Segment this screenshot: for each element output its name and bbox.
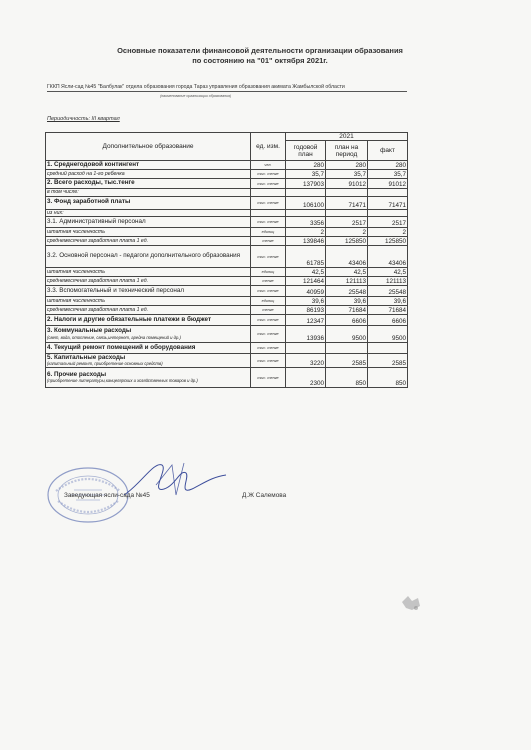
row-label-text: штатная численность [47,268,105,275]
unit-cell: тенге [251,306,286,315]
unit-cell: тыс. тенге [251,315,286,326]
row-label-note: (капитальный ремонт, приобретение основных средств) [47,361,163,367]
row-label [46,326,251,343]
fact-cell: 125850 [368,237,408,246]
row-label [46,297,251,306]
signature-position: Заведующая ясли-сада №45 [64,492,150,499]
col-header-name: Дополнительное образование [46,133,251,161]
fact-cell: 39,6 [368,297,408,306]
col-header-fact: факт [368,141,408,161]
row-label-text: 5. Капитальные расходы [47,353,126,361]
unit-cell [251,189,286,197]
fact-cell: 121113 [368,277,408,286]
fact-cell: 71471 [368,196,408,209]
row-label-text: 3.3. Вспомогательный и технический персонал [47,286,185,294]
periodicity: Периодичность: III квартал [47,116,120,122]
row-label [46,286,251,297]
annual-plan-cell: 106100 [286,196,326,209]
annual-plan-cell [286,189,326,197]
period-plan-cell: 850 [326,368,368,388]
annual-plan-cell: 139846 [286,237,326,246]
period-plan-cell: 121113 [326,277,368,286]
annual-plan-cell [286,343,326,354]
document-title-line1: Основные показатели финансовой деятельности организации образования [117,46,403,55]
unit-cell: единиц [251,297,286,306]
annual-plan-cell: 42,5 [286,268,326,277]
table-row [46,354,408,368]
fact-cell: 42,5 [368,268,408,277]
row-label-text: 3.1. Административный персонал [47,217,146,225]
col-header-period: план на период [326,141,368,161]
table-row [46,286,408,297]
fact-cell: 9500 [368,326,408,343]
signature-name: Д.Ж Салемова [242,492,287,499]
document-title-line2: по состоянию на "01" октября 2021г. [192,56,328,65]
row-label [46,179,251,189]
period-plan-cell [326,209,368,217]
unit-cell: единиц [251,268,286,277]
period-plan-cell: 35,7 [326,170,368,179]
period-plan-cell [326,343,368,354]
period-plan-cell: 39,6 [326,297,368,306]
unit-cell: тыс. тенге [251,196,286,209]
row-label [46,237,251,246]
table-row [46,277,408,286]
row-label [46,277,251,286]
row-label [46,170,251,179]
row-label-text: из них: [47,209,64,216]
row-label [46,343,251,354]
row-label-note: (приобретение литературы,канцелярских и хозяйственных товаров и др.) [47,378,198,384]
table-row [46,237,408,246]
col-header-year: 2021 [286,133,408,141]
fact-cell [368,189,408,197]
annual-plan-cell: 280 [286,161,326,170]
period-plan-cell: 280 [326,161,368,170]
fact-cell [368,343,408,354]
period-plan-cell: 71684 [326,306,368,315]
unit-cell [251,209,286,217]
period-plan-cell: 2 [326,228,368,237]
period-plan-cell: 43406 [326,246,368,268]
organization-name: ГККП Ясли-сад №45 "Балбулак" отдела образования города Тараз управления образования акимата Жамбылской области [47,84,407,92]
unit-cell: тыс. тенге [251,368,286,388]
row-label-text: 2. Налоги и другие обязательные платежи в бюджет [47,315,212,323]
row-label [46,306,251,315]
table-row [46,315,408,326]
table-row [46,228,408,237]
period-plan-cell: 2585 [326,354,368,368]
table-row [46,217,408,228]
table-row [46,297,408,306]
unit-cell: тыс. тенге [251,179,286,189]
row-label [46,368,251,388]
row-label [46,354,251,368]
financial-indicators-table [45,132,408,388]
period-plan-cell: 42,5 [326,268,368,277]
period-plan-cell [326,189,368,197]
row-label-text: штатная численность [47,297,105,304]
unit-cell: тыс. тенге [251,170,286,179]
fact-cell: 71684 [368,306,408,315]
table-row [46,343,408,354]
row-label [46,189,251,197]
row-label [46,196,251,209]
row-label [46,315,251,326]
row-label-text: 1. Среднегодовой контингент [47,160,140,168]
fact-cell: 2517 [368,217,408,228]
row-label [46,228,251,237]
table-row [46,368,408,388]
row-label-text: 3. Коммунальные расходы [47,327,132,335]
row-label [46,268,251,277]
row-label-text: 4. Текущий ремонт помещений и оборудования [47,343,196,351]
annual-plan-cell: 39,6 [286,297,326,306]
row-label-text: среднемесячная заработная плата 1 ед. [47,237,149,244]
table-row [46,246,408,268]
annual-plan-cell: 3220 [286,354,326,368]
annual-plan-cell: 61785 [286,246,326,268]
unit-cell: тыс. тенге [251,246,286,268]
fact-cell: 6606 [368,315,408,326]
period-plan-cell: 91012 [326,179,368,189]
annual-plan-cell: 137903 [286,179,326,189]
annual-plan-cell: 121464 [286,277,326,286]
table-row [46,306,408,315]
fact-cell: 280 [368,161,408,170]
fact-cell: 850 [368,368,408,388]
annual-plan-cell [286,209,326,217]
col-header-unit: ед. изм. [251,133,286,161]
row-label-text: 3. Фонд заработной платы [47,198,131,206]
unit-cell: тыс. тенге [251,286,286,297]
fact-cell: 35,7 [368,170,408,179]
row-label-text: в том числе: [47,189,79,195]
table-row [46,170,408,179]
annual-plan-cell: 40959 [286,286,326,297]
unit-cell: чел. [251,161,286,170]
row-label [46,246,251,268]
fact-cell: 2585 [368,354,408,368]
table-row [46,326,408,343]
row-label [46,217,251,228]
unit-cell: единиц [251,228,286,237]
table-row [46,196,408,209]
annual-plan-cell: 12347 [286,315,326,326]
row-label-text: 2. Всего расходы, тыс.тенге [47,179,135,187]
table-row [46,179,408,189]
annual-plan-cell: 35,7 [286,170,326,179]
period-plan-cell: 71471 [326,196,368,209]
annual-plan-cell: 2 [286,228,326,237]
row-label-text: среднемесячная заработная плата 1 ед. [47,306,149,313]
row-label [46,161,251,170]
table-row [46,268,408,277]
table-row [46,189,408,197]
table-row [46,209,408,217]
period-plan-cell: 2517 [326,217,368,228]
row-label-text: штатная численность [47,228,105,235]
row-label-text: 3.2. Основной персонал - педагоги дополнительного образования [47,252,241,260]
annual-plan-cell: 13936 [286,326,326,343]
fact-cell: 43406 [368,246,408,268]
table-row [46,161,408,170]
annual-plan-cell: 86193 [286,306,326,315]
period-plan-cell: 25548 [326,286,368,297]
unit-cell: тенге [251,237,286,246]
row-label-text: средний расход на 1-го ребенка [47,170,125,177]
unit-cell: тыс. тенге [251,354,286,368]
unit-cell: тыс. тенге [251,326,286,343]
period-plan-cell: 6606 [326,315,368,326]
fact-cell [368,209,408,217]
row-label-text: среднемесячная заработная плата 1 ед. [47,277,149,284]
scan-smudge-icon [398,592,424,614]
fact-cell: 25548 [368,286,408,297]
period-plan-cell: 125850 [326,237,368,246]
row-label [46,209,251,217]
organization-note: (наименование организации образования) [160,94,232,98]
fact-cell: 91012 [368,179,408,189]
unit-cell: тенге [251,277,286,286]
row-label-text: 6. Прочие расходы [47,370,107,378]
col-header-annual: годовой план [286,141,326,161]
period-plan-cell: 9500 [326,326,368,343]
fact-cell: 2 [368,228,408,237]
unit-cell: тыс. тенге [251,343,286,354]
annual-plan-cell: 2300 [286,368,326,388]
row-label-note: (свет, вода, отопление, связь,интернет, аредна помещений и др.) [47,334,181,340]
annual-plan-cell: 3356 [286,217,326,228]
unit-cell: тыс. тенге [251,217,286,228]
